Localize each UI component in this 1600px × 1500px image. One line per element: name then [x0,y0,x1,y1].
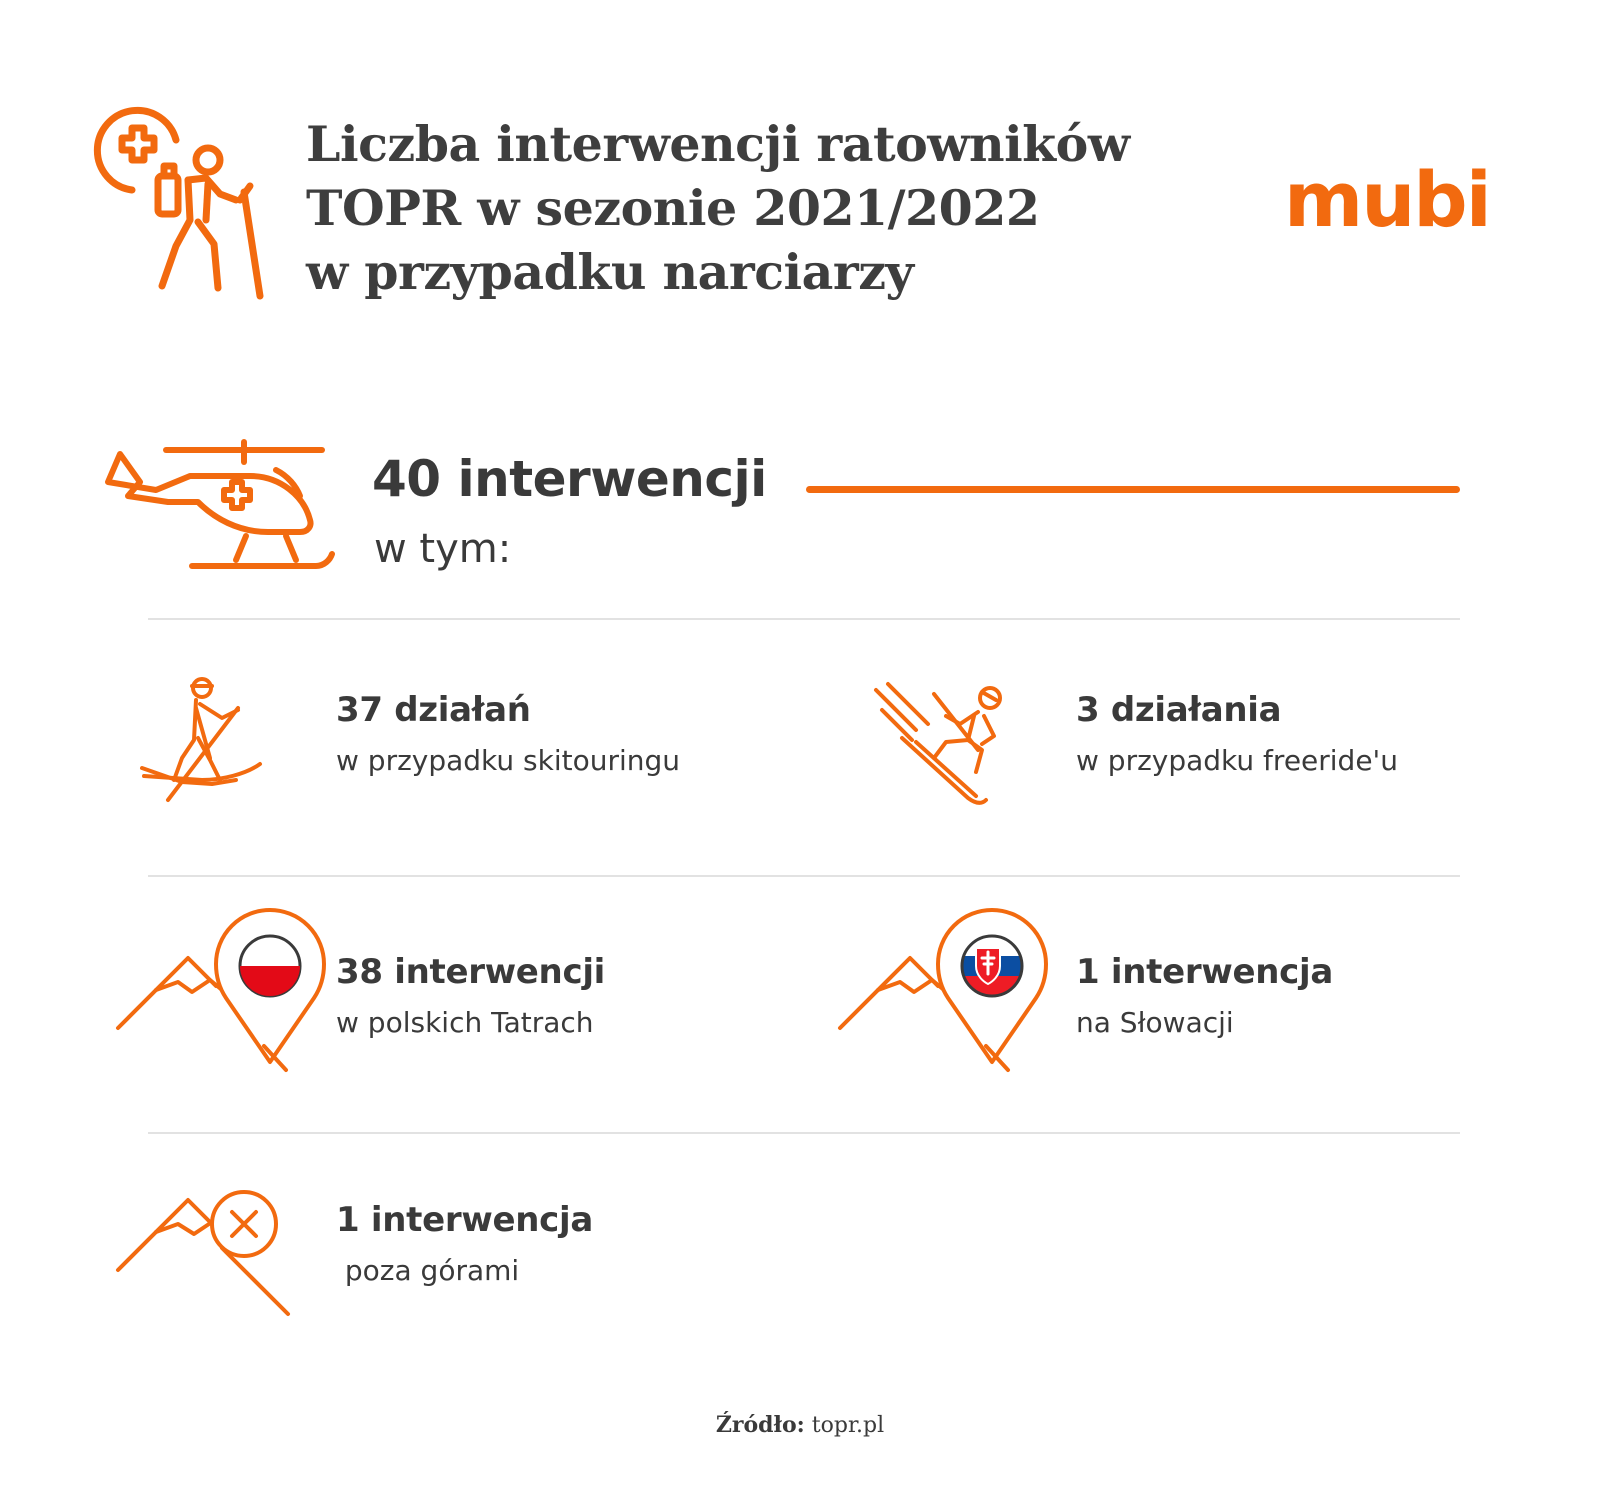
freeride-value: 3 działania [1076,690,1282,730]
mountain-search-x-icon [116,1186,306,1316]
title-line-2: TOPR w sezonie 2021/2022 [306,179,1040,237]
slovakia-label: na Słowacji [1076,1006,1234,1039]
total-interventions-value: 40 interwencji [372,450,767,508]
rescue-helicopter-icon [116,440,346,580]
outside-mountains-label: poza górami [336,1254,520,1287]
title-line-1: Liczba interwencji ratowników [306,115,1130,173]
slovakia-value: 1 interwencja [1076,952,1333,992]
mubi-logo: mubi [1284,155,1490,244]
divider-3 [148,1132,1460,1134]
divider-2 [148,875,1460,877]
freeride-skier-icon [874,682,1014,812]
title-line-3: w przypadku narciarzy [306,243,914,301]
page-title [306,112,1206,304]
accent-line [806,486,1460,493]
outside-mountains-value: 1 interwencja [336,1200,593,1240]
source-label: Źródło: [715,1412,805,1438]
rescuer-hiker-icon [92,104,282,304]
mountain-slovakia-pin-icon [838,926,1048,1076]
poland-value: 38 interwencji [336,952,606,992]
total-interventions-subtitle: w tym: [374,526,512,572]
skitouring-value: 37 działań [336,690,531,730]
skitouring-icon [140,672,270,802]
mountain-poland-pin-icon [116,926,326,1076]
freeride-label: w przypadku freeride'u [1076,744,1398,777]
source-footer [0,1412,1600,1438]
source-link[interactable]: topr.pl [811,1413,885,1438]
skitouring-label: w przypadku skitouringu [336,744,681,777]
divider-1 [148,618,1460,620]
poland-label: w polskich Tatrach [336,1006,594,1039]
